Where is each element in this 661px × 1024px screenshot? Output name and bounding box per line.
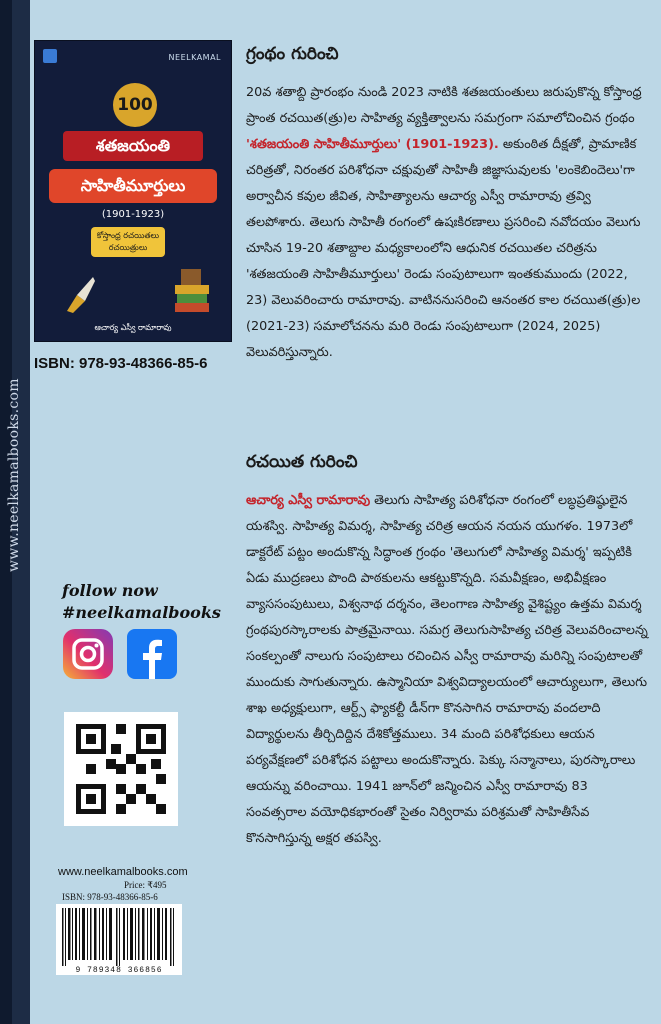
section-heading-author: రచయిత గురించి	[246, 452, 358, 472]
author-description	[246, 488, 650, 852]
follow-line-1: follow now	[62, 581, 158, 600]
cover-subtitle: సాహితీమూర్తులు	[49, 169, 217, 203]
facebook-icon[interactable]	[126, 628, 178, 680]
social-icons	[62, 628, 178, 682]
barcode	[56, 904, 182, 968]
isbn-large: ISBN: 978-93-48366-85-6	[34, 355, 208, 372]
publisher-logo-icon	[43, 49, 57, 63]
fountain-pen-icon	[63, 275, 97, 315]
book-desc-part-2: అకుంఠిత దీక్షతో, ప్రామాణిక చరిత్రతో, నిరంతర పరిశోధనా చక్షువుతో సాహితీ జిజ్ఞాసువులకు 'లంకెబిందెలు'గా అర్వాచీన కవుల జీవిత, సాహిత్యాలను ఆచార్య ఎస్వీ రామారావు త్రవ్వి తలపోశారు. తెలుగు సాహితీ రంగంలో ఉషఃకిరణాలు ప్రసరించి నవోదయం వెలుగు చూసిన 19-20 శతాబ్దాల మధ్యకాలంలోని ఆధునిక రచయితల చరిత్రను 'శతజయంతి సాహితీమూర్తులు' రెండు సంపుటాలుగా ఇంతకుముందు (2022, 23) వెలువరించారు రామారావు. వాటిననుసరించి ఆనంతర కాల రచయిత(త్రు)ల (2021-23) సమాలోచనను మరి రెండు సంపుటాలుగా (2024, 2025) వెలువరిస్తున్నారు.	[246, 137, 641, 360]
book-description	[246, 80, 650, 366]
instagram-icon[interactable]	[62, 628, 114, 680]
author-bio: తెలుగు సాహిత్య పరిశోధనా రంగంలో లబ్ధప్రతిష్ఠులైన యశస్వి. సాహిత్య విమర్శ, సాహిత్య చరిత్ర ఆయన నయన యుగళం. 1973లో డాక్టరేట్ పట్టం అందుకొన్న సిద్ధాంత గ్రంథం 'తెలుగులో సాహిత్య విమర్శ' ఇప్పటికి ఏడు ముద్రణలు పొంది పాఠకులను ఆకట్టుకొన్నది. సమవీక్షణం, అభివీక్షణం వ్యాససంపుటులు, విశ్వనాథ దర్శనం, తెలంగాణ సాహిత్య వైశిష్ట్యం ఉత్తమ విమర్శ గ్రంథపురస్కారాలకు పాత్రమైనాయి. సమగ్ర తెలుగుసాహిత్య చరిత్ర వెలువరించాలన్న సంకల్పంతో నాలుగు సంపుటాలు రచించిన ఎస్వీ రామారావు మరిన్ని సంపుటాలతో ముందుకు సాగుతున్నారు. ఉస్మానియా విశ్వవిద్యాలయంలో ఆచార్యులుగా, తెలుగు శాఖ అధ్యక్షులుగా, ఆర్ట్స్ ఫ్యాకల్టీ డీన్‌గా కొనసాగిన రామారావు వందలాది విద్యార్థులను తీర్చిదిద్దిన దేశికోత్తములు. 34 మంది పరిశోధకులు ఆయన పర్యవేక్షణలో పరిశోధన పట్టాలు అందుకొన్నారు. పెక్కు సన్మానాలు, పురస్కారాలు ఆయన్ను వరించాయి. 1941 జూన్‌లో జన్మించిన ఎస్వీ రామారావు 83 సంవత్సరాల వయోధికభారంతో సైతం నిర్విరామ పరిశ్రమతో సాహితీసేవ కొనసాగిస్తున్న అక్షర తపస్వి.	[246, 493, 648, 846]
follow-hashtag: #neelkamalbooks	[62, 603, 221, 622]
section-heading-book: గ్రంథం గురించి	[246, 44, 339, 64]
cover-years: (1901-1923)	[101, 209, 165, 220]
cover-badge: 100	[113, 83, 157, 127]
price-label: Price: ₹495	[124, 880, 167, 890]
barcode-digits: 9 789348 366856	[56, 966, 182, 975]
author-name-highlight: ఆచార్య ఎస్వీ రామారావు	[246, 493, 371, 508]
book-title-highlight: 'శతజయంతి సాహితీమూర్తులు' (1901-1923).	[246, 137, 499, 152]
cover-tag: కోస్తాంధ్ర రచయితలు రచయిత్రులు	[91, 227, 165, 257]
cover-author: ఆచార్య ఎస్వీ రామారావు	[94, 323, 172, 332]
book-desc-part-1: 20వ శతాబ్ది ప్రారంభం నుండి 2023 నాటికి శతజయంతులు జరుపుకొన్న కోస్తాంధ్ర ప్రాంత రచయిత(త్రు)ల సాహిత్య వ్యక్తిత్వాలను సమగ్రంగా సమాలోచించిన గ్రంథం	[246, 85, 642, 126]
website-label: www.neelkamalbooks.com	[58, 866, 188, 878]
cover-ribbon: శతజయంతి	[63, 131, 203, 161]
qr-code-icon	[76, 724, 166, 814]
book-stack-icon	[173, 267, 211, 315]
barcode-icon	[56, 904, 182, 968]
front-cover-thumbnail	[34, 40, 232, 342]
isbn-small: ISBN: 978-93-48366-85-6	[62, 892, 158, 902]
cover-publisher: NEELKAMAL	[168, 53, 221, 62]
qr-code	[64, 712, 178, 826]
follow-label	[62, 580, 221, 624]
spine-website: www.neelkamalbooks.com	[6, 378, 22, 572]
